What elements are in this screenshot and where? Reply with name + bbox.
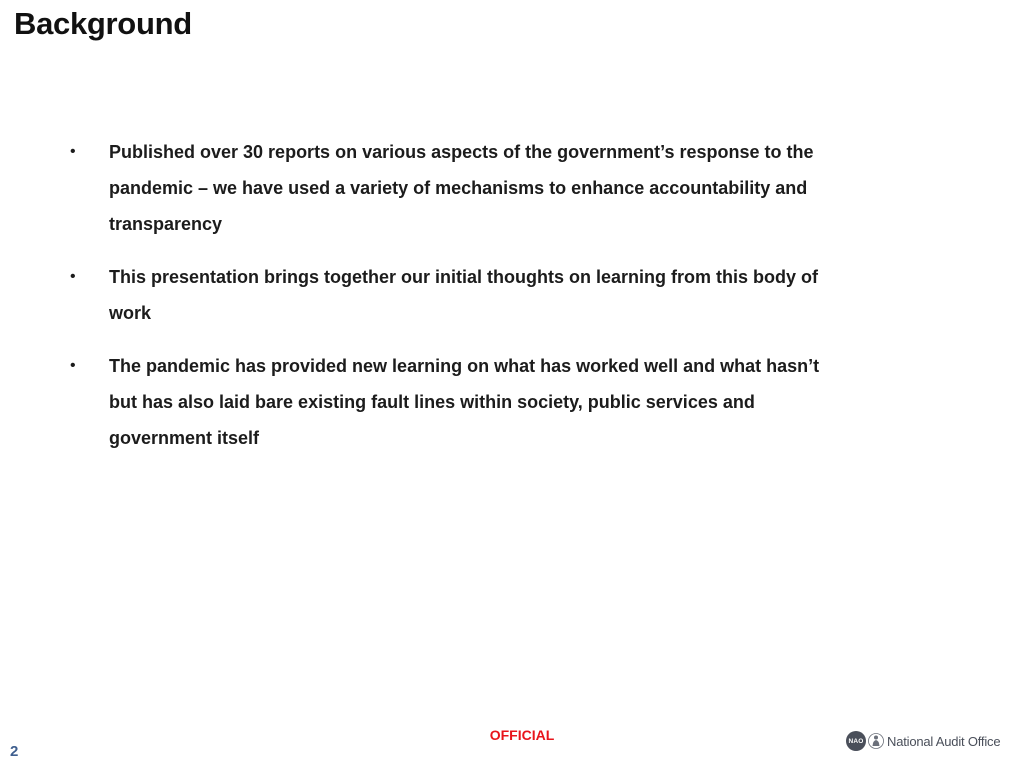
bullet-icon: • [70,143,76,160]
nao-badge-icon: NAO [846,731,866,751]
bullet-icon: • [70,357,76,374]
slide-title: Background [14,6,192,41]
classification-label: OFFICIAL [489,727,555,743]
bullet-text: Published over 30 reports on various aspects of the government’s response to the pandemic – we have used a variety of mechanisms to enhance accountability and transparency [109,142,814,234]
page-number: 2 [10,743,19,760]
bullet-item [70,348,830,456]
bullet-text: This presentation brings together our initial thoughts on learning from this body of work [109,267,818,323]
nao-logo [846,730,1000,752]
nao-crest-icon [868,731,884,751]
bullet-text: The pandemic has provided new learning on what has worked well and what hasn’t but has also laid bare existing fault lines within society, public services and government itself [109,356,820,448]
logo-text: National Audit Office [887,733,1001,749]
bullet-item [70,134,830,242]
bullet-item [70,259,830,331]
bullet-icon: • [70,268,76,285]
bullet-list [70,134,830,473]
